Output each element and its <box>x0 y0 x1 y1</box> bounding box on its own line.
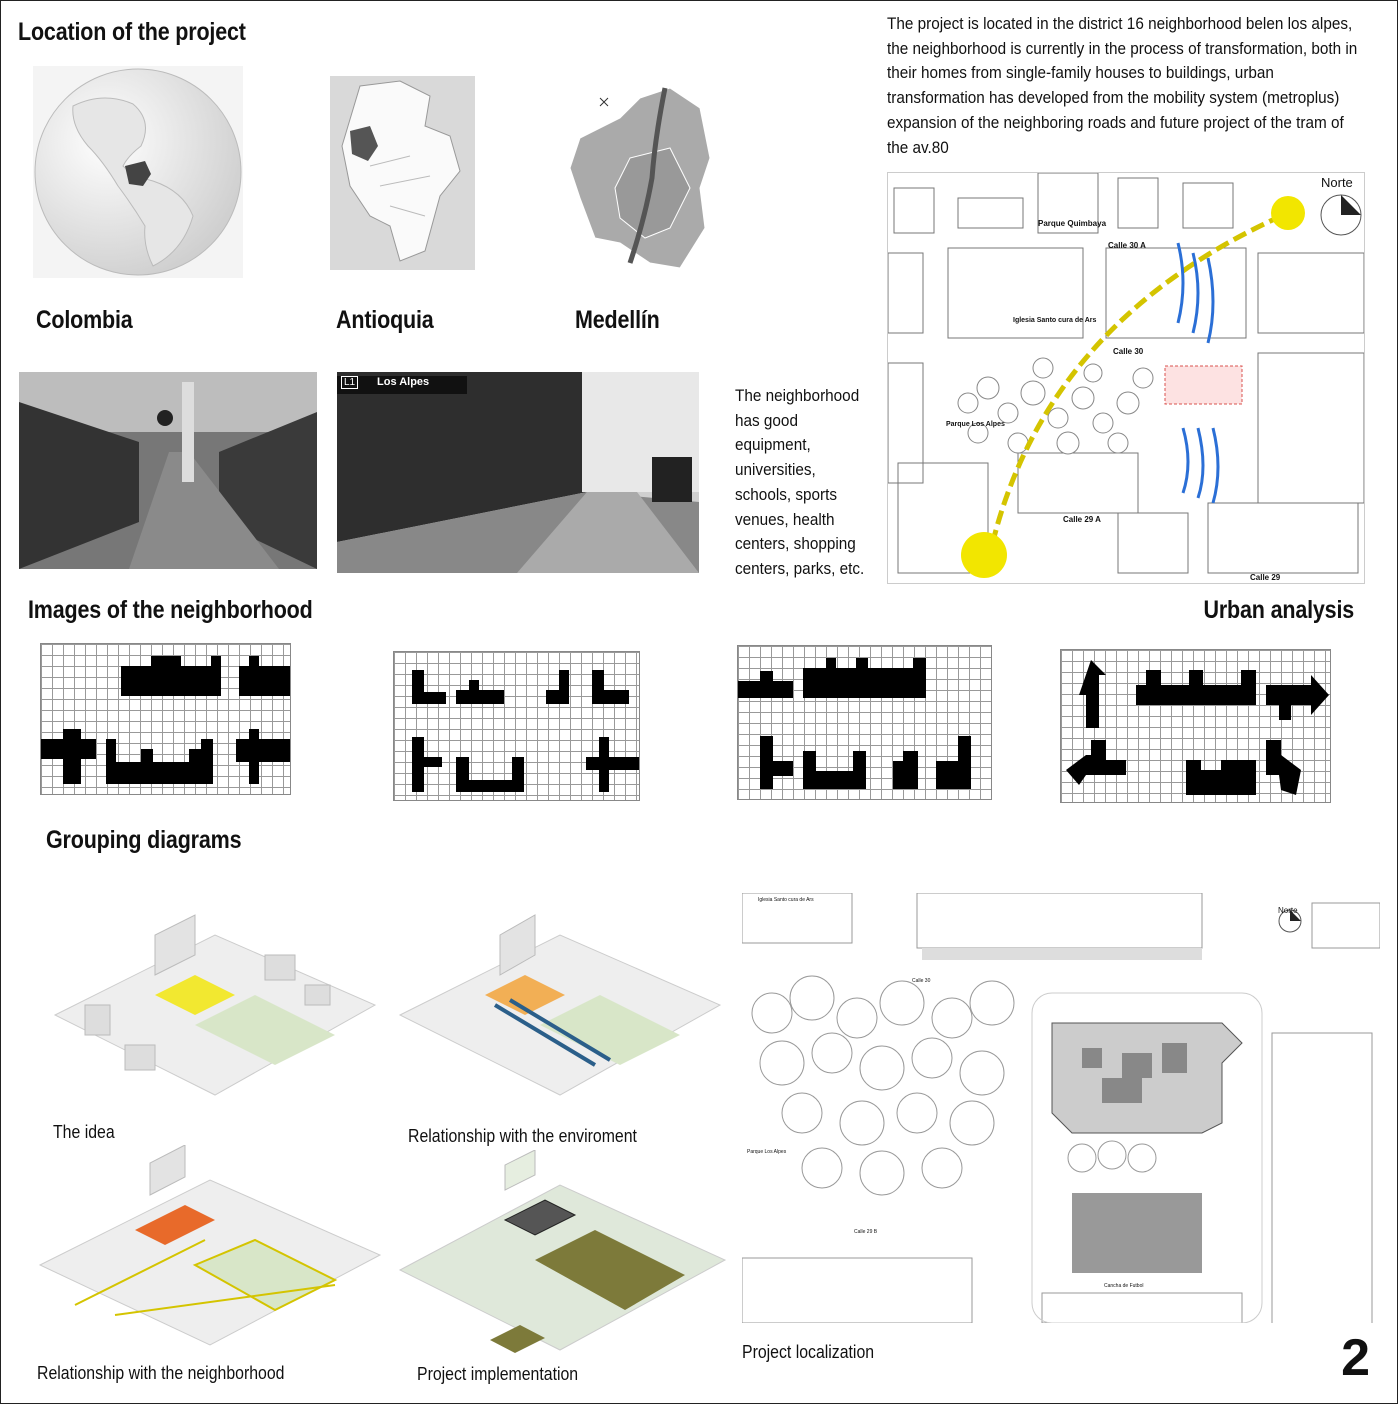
project-plan <box>742 893 1380 1323</box>
section-title-urban: Urban analysis <box>1203 596 1354 624</box>
grouping-grid-3 <box>737 645 992 800</box>
axo-idea <box>45 895 385 1120</box>
caption-localization: Project localization <box>742 1342 875 1362</box>
neighborhood-text: The neighborhood has good equipment, universities, schools, sports venues, health centers, shopping centers, parks, etc. <box>735 386 865 578</box>
street-photo <box>19 372 317 569</box>
caption-neighborhood: Relationship with the neighborhood <box>37 1363 285 1383</box>
caption-idea: The idea <box>53 1122 115 1142</box>
medellin-label: Medellín <box>575 306 660 334</box>
section-title-location: Location of the project <box>18 18 246 46</box>
plan-north-label: Norte <box>1278 906 1298 915</box>
section-title-images: Images of the neighborhood <box>28 596 313 624</box>
street-label: Calle 29 A <box>1063 515 1101 524</box>
axo-implementation <box>395 1150 730 1360</box>
grouping-grid-2 <box>393 651 640 801</box>
section-title-grouping: Grouping diagrams <box>46 826 242 854</box>
plan-label: Cancha de Futbol <box>1104 1283 1144 1289</box>
colombia-label: Colombia <box>36 306 133 334</box>
globe-map <box>33 66 243 278</box>
page-number: 2 <box>1341 1329 1370 1387</box>
street-label: Calle 30 A <box>1108 241 1146 250</box>
street-label: Calle 29 <box>1250 573 1281 582</box>
place-label: Iglesia Santo cura de Ars <box>1013 317 1097 324</box>
plan-label: Iglesia Santo cura de Ars <box>758 897 814 903</box>
plan-label: Parque Los Alpes <box>747 1149 787 1155</box>
line-badge: L1 <box>341 376 358 389</box>
axo-environment <box>395 895 725 1120</box>
medellin-map <box>560 78 720 270</box>
grouping-grid-1 <box>40 643 291 795</box>
plan-label: Calle 30 <box>912 978 931 984</box>
station-photo <box>337 372 699 573</box>
station-sign <box>337 372 472 394</box>
place-label: Parque Quimbaya <box>1038 219 1107 228</box>
grouping-grid-4 <box>1060 649 1331 803</box>
plan-label: Calle 29 B <box>854 1229 878 1235</box>
site-map <box>887 172 1365 584</box>
antioquia-label: Antioquia <box>336 306 434 334</box>
street-label: Calle 30 <box>1113 347 1144 356</box>
caption-implementation: Project implementation <box>417 1364 579 1384</box>
place-label: Parque Los Alpes <box>946 421 1005 428</box>
axo-neighborhood <box>35 1145 385 1360</box>
colombia-map <box>330 76 475 270</box>
north-label: Norte <box>1321 175 1353 190</box>
project-description: The project is located in the district 16 neighborhood belen los alpes, the neighborhood is currently in the process of transformation, both in their homes from single-family houses to buildings, urban transformation has developed from the mobility system (metroplus) expansion of the neighboring roads and future project of the tram of the av.80 <box>887 14 1358 157</box>
caption-environment: Relationship with the enviroment <box>408 1126 637 1146</box>
station-name: Los Alpes <box>377 376 430 388</box>
